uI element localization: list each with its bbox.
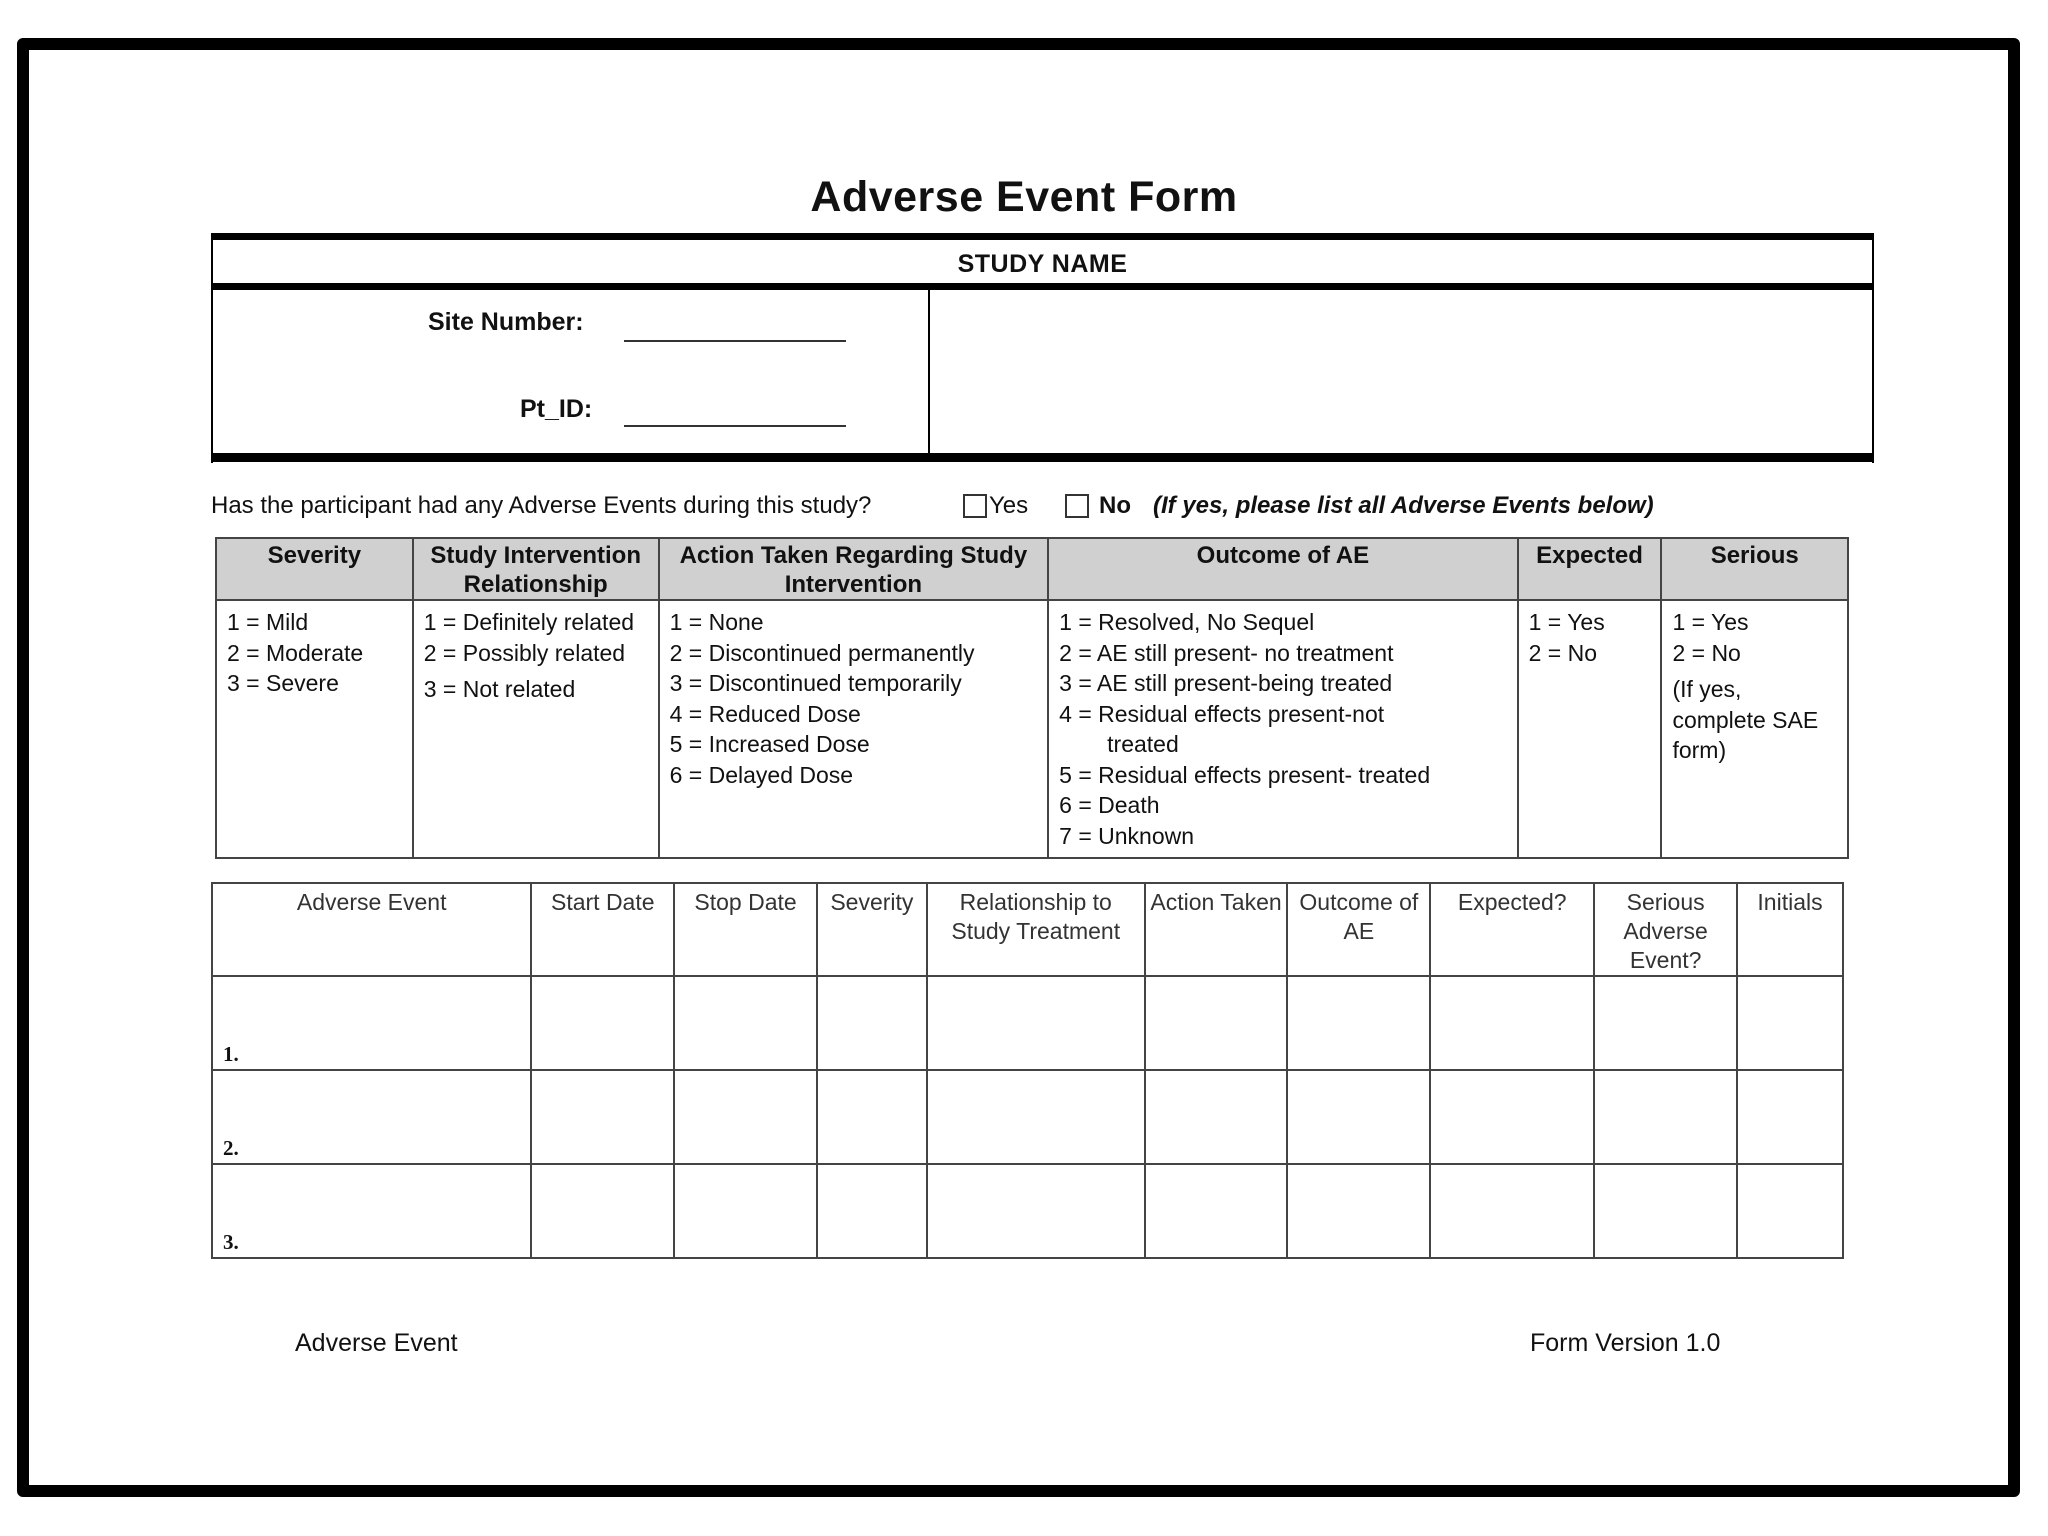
- legend-code: treated: [1107, 731, 1179, 757]
- legend-code: 3 = AE still present-being treated: [1059, 670, 1393, 696]
- col-header-initials: Initials: [1737, 883, 1843, 976]
- table-cell[interactable]: [1737, 976, 1843, 1070]
- legend-code: 1 = None: [669, 609, 764, 635]
- no-checkbox[interactable]: [1065, 494, 1089, 518]
- legend-code: 2 = No: [1528, 639, 1598, 666]
- row-number[interactable]: 2.: [212, 1070, 531, 1164]
- col-header-severity: Severity: [817, 883, 927, 976]
- legend-code: 1 = Yes: [1672, 609, 1749, 635]
- footer-left: Adverse Event: [295, 1329, 458, 1357]
- table-cell[interactable]: [674, 1164, 817, 1258]
- table-cell[interactable]: [1594, 1164, 1737, 1258]
- col-header-serious: Serious Adverse Event?: [1594, 883, 1737, 976]
- header-divider: [928, 289, 930, 453]
- table-cell[interactable]: [674, 1070, 817, 1164]
- col-header-expected: Expected?: [1430, 883, 1594, 976]
- legend-code: 4 = Residual effects present-not: [1059, 700, 1385, 727]
- legend-header-expected: Expected: [1518, 538, 1662, 600]
- footer-right: Form Version 1.0: [1530, 1329, 1721, 1357]
- pt-id-field[interactable]: [624, 424, 846, 427]
- legend-header-serious: Serious: [1661, 538, 1848, 600]
- legend-outcome-codes: [1048, 600, 1517, 858]
- legend-code: 4 = Reduced Dose: [669, 700, 861, 727]
- row-number[interactable]: 3.: [212, 1164, 531, 1258]
- col-header-outcome: Outcome of AE: [1287, 883, 1430, 976]
- yes-checkbox[interactable]: [963, 494, 987, 518]
- legend-code: 3 = Not related: [423, 676, 576, 702]
- adverse-event-entry-table: [211, 882, 1844, 1259]
- row-number[interactable]: 1.: [212, 976, 531, 1070]
- legend-code: 6 = Death: [1059, 792, 1160, 818]
- col-header-adverse-event: Adverse Event: [212, 883, 531, 976]
- legend-code: 1 = Resolved, No Sequel: [1059, 609, 1315, 635]
- legend-expected-codes: [1518, 600, 1662, 858]
- legend-code: 7 = Unknown: [1059, 822, 1195, 849]
- table-cell[interactable]: [1287, 1164, 1430, 1258]
- table-row: [212, 976, 1843, 1070]
- site-number-field[interactable]: [624, 339, 846, 342]
- table-cell[interactable]: [1737, 1070, 1843, 1164]
- table-row: [212, 1070, 1843, 1164]
- site-number-label: Site Number:: [428, 308, 584, 336]
- legend-code: 5 = Residual effects present- treated: [1059, 761, 1431, 788]
- header-bottom-rule: [211, 453, 1874, 462]
- legend-code: 5 = Increased Dose: [669, 731, 870, 757]
- legend-code: 2 = Moderate: [227, 639, 364, 666]
- legend-code: 1 = Definitely related: [423, 609, 635, 635]
- col-header-action-taken: Action Taken: [1145, 883, 1288, 976]
- table-cell[interactable]: [817, 1164, 927, 1258]
- col-header-stop-date: Stop Date: [674, 883, 817, 976]
- ae-question: Has the participant had any Adverse Events during this study?: [211, 492, 872, 519]
- table-cell[interactable]: [531, 976, 674, 1070]
- table-cell[interactable]: [1145, 1070, 1288, 1164]
- legend-code: 2 = No: [1672, 639, 1741, 666]
- pt-id-label: Pt_ID:: [520, 395, 593, 423]
- question-note: (If yes, please list all Adverse Events below): [1153, 492, 1654, 519]
- table-row: [212, 1164, 1843, 1258]
- table-cell[interactable]: [1594, 976, 1737, 1070]
- legend-code: 2 = AE still present- no treatment: [1059, 639, 1394, 666]
- study-name: STUDY NAME: [957, 250, 1128, 278]
- legend-header-severity: Severity: [216, 538, 413, 600]
- table-cell[interactable]: [531, 1070, 674, 1164]
- table-cell[interactable]: [1737, 1164, 1843, 1258]
- legend-code: 2 = Possibly related: [423, 639, 626, 666]
- table-cell[interactable]: [674, 976, 817, 1070]
- col-header-start-date: Start Date: [531, 883, 674, 976]
- col-header-relationship: Relationship to Study Treatment: [927, 883, 1145, 976]
- table-cell[interactable]: [927, 976, 1145, 1070]
- table-cell[interactable]: [1594, 1070, 1737, 1164]
- legend-code: 2 = Discontinued permanently: [669, 639, 975, 666]
- legend-serious-codes: [1661, 600, 1848, 858]
- legend-code: 3 = Severe: [227, 670, 339, 696]
- no-label: No: [1099, 492, 1131, 519]
- table-cell[interactable]: [1145, 976, 1288, 1070]
- table-cell[interactable]: [1145, 1164, 1288, 1258]
- table-cell[interactable]: [1430, 1164, 1594, 1258]
- table-cell[interactable]: [817, 976, 927, 1070]
- table-cell[interactable]: [531, 1164, 674, 1258]
- table-cell[interactable]: [927, 1164, 1145, 1258]
- table-cell[interactable]: [927, 1070, 1145, 1164]
- legend-header-relationship: Study Intervention Relationship: [413, 538, 659, 600]
- legend-header-outcome: Outcome of AE: [1048, 538, 1517, 600]
- legend-code: 1 = Mild: [227, 609, 309, 635]
- table-cell[interactable]: [817, 1070, 927, 1164]
- table-cell[interactable]: [1287, 976, 1430, 1070]
- code-legend-table: [215, 537, 1849, 859]
- legend-code: 1 = Yes: [1528, 609, 1605, 635]
- legend-action-codes: [659, 600, 1049, 858]
- table-cell[interactable]: [1430, 976, 1594, 1070]
- table-cell[interactable]: [1430, 1070, 1594, 1164]
- legend-code: 3 = Discontinued temporarily: [669, 670, 962, 696]
- legend-severity-codes: [216, 600, 413, 858]
- header-middle-rule: [211, 283, 1874, 290]
- legend-header-action: Action Taken Regarding Study Intervention: [659, 538, 1049, 600]
- table-cell[interactable]: [1287, 1070, 1430, 1164]
- legend-code: (If yes, complete SAE form): [1672, 676, 1819, 763]
- legend-relationship-codes: [413, 600, 659, 858]
- yes-label: Yes: [989, 492, 1029, 519]
- legend-code: 6 = Delayed Dose: [669, 761, 854, 788]
- header-top-rule: [211, 233, 1874, 240]
- form-title: Adverse Event Form: [810, 173, 1238, 221]
